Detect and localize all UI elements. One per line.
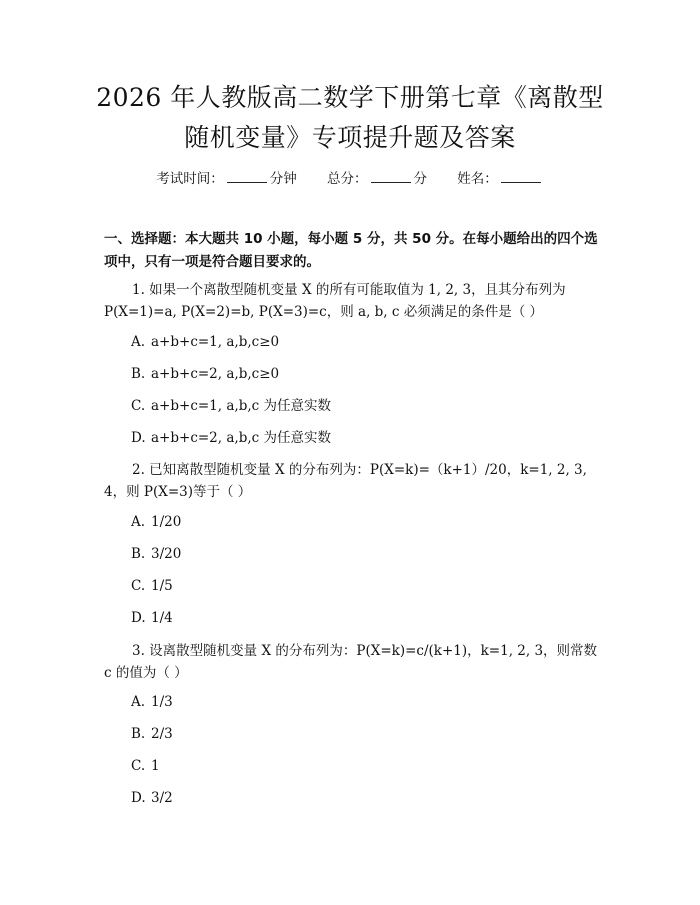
question-1-option-d (131, 428, 331, 448)
option-text: a+b+c=1, a,b,c≥0 (151, 334, 280, 350)
question-3-option-b (131, 724, 173, 744)
total-score (327, 171, 431, 187)
question-3-option-c (131, 756, 160, 776)
title-line-2: 随机变量》专项提升题及答案 (184, 123, 516, 152)
title-line-1: 2026 年人教版高二数学下册第七章《离散型 (96, 83, 604, 112)
option-text: 3/20 (151, 546, 182, 562)
exam-time-label: 考试时间： (156, 171, 224, 187)
total-score-label: 总分： (327, 171, 368, 187)
question-stem-text: 3. 设离散型随机变量 X 的分布列为：P(X=k)=c/(k+1)，k=1, 2, 3，则常数 c 的值为（ ） (104, 643, 598, 681)
question-2-option-a (131, 512, 181, 532)
option-letter: C. (131, 758, 146, 774)
option-text: 1 (151, 758, 160, 774)
student-name-label: 姓名： (457, 171, 498, 187)
option-letter: B. (131, 366, 146, 382)
section-heading: 一、选择题：本大题共 10 小题，每小题 5 分，共 50 分。在每小题给出的四个选项中，只有一项是符合题目要求的。 (104, 231, 598, 270)
option-text: a+b+c=2, a,b,c≥0 (151, 366, 280, 382)
question-1-stem (104, 279, 600, 323)
option-letter: D. (131, 610, 146, 626)
exam-time-blank (227, 169, 267, 183)
option-text: a+b+c=1, a,b,c 为任意实数 (151, 398, 331, 414)
question-2-stem (104, 459, 600, 503)
option-letter: B. (131, 546, 146, 562)
document-title (60, 78, 640, 158)
question-1-option-c (131, 396, 331, 416)
question-1-option-b (131, 364, 279, 384)
question-1-option-a (131, 332, 279, 352)
total-score-unit: 分 (413, 171, 427, 187)
option-text: 1/3 (151, 694, 173, 710)
exam-time (156, 171, 301, 187)
option-letter: C. (131, 398, 146, 414)
question-3-option-a (131, 692, 173, 712)
student-name-blank (501, 169, 541, 183)
option-letter: B. (131, 726, 146, 742)
option-letter: A. (131, 334, 146, 350)
option-text: 1/4 (151, 610, 173, 626)
question-3-stem (104, 640, 600, 684)
question-2-option-b (131, 544, 181, 564)
option-letter: A. (131, 694, 146, 710)
option-letter: D. (131, 430, 146, 446)
option-text: a+b+c=2, a,b,c 为任意实数 (151, 430, 331, 446)
option-letter: D. (131, 790, 146, 806)
exam-time-unit: 分钟 (269, 171, 297, 187)
option-text: 1/20 (151, 514, 182, 530)
question-stem-text: 2. 已知离散型随机变量 X 的分布列为：P(X=k)=（k+1）/20，k=1, 2, 3, 4，则 P(X=3)等于（ ） (104, 462, 587, 500)
exam-meta-line (0, 169, 700, 189)
total-score-blank (371, 169, 411, 183)
question-2-option-d (131, 608, 173, 628)
question-stem-text: 1. 如果一个离散型随机变量 X 的所有可能取值为 1, 2, 3，且其分布列为 P(X=1)=a, P(X=2)=b, P(X=3)=c，则 a, b, c 必须满足的条件是（ ） (104, 282, 566, 320)
option-letter: A. (131, 514, 146, 530)
question-2-option-c (131, 576, 173, 596)
option-text: 1/5 (151, 578, 173, 594)
question-3-option-d (131, 788, 173, 808)
option-text: 3/2 (151, 790, 173, 806)
option-letter: C. (131, 578, 146, 594)
option-text: 2/3 (151, 726, 173, 742)
student-name (457, 171, 544, 187)
